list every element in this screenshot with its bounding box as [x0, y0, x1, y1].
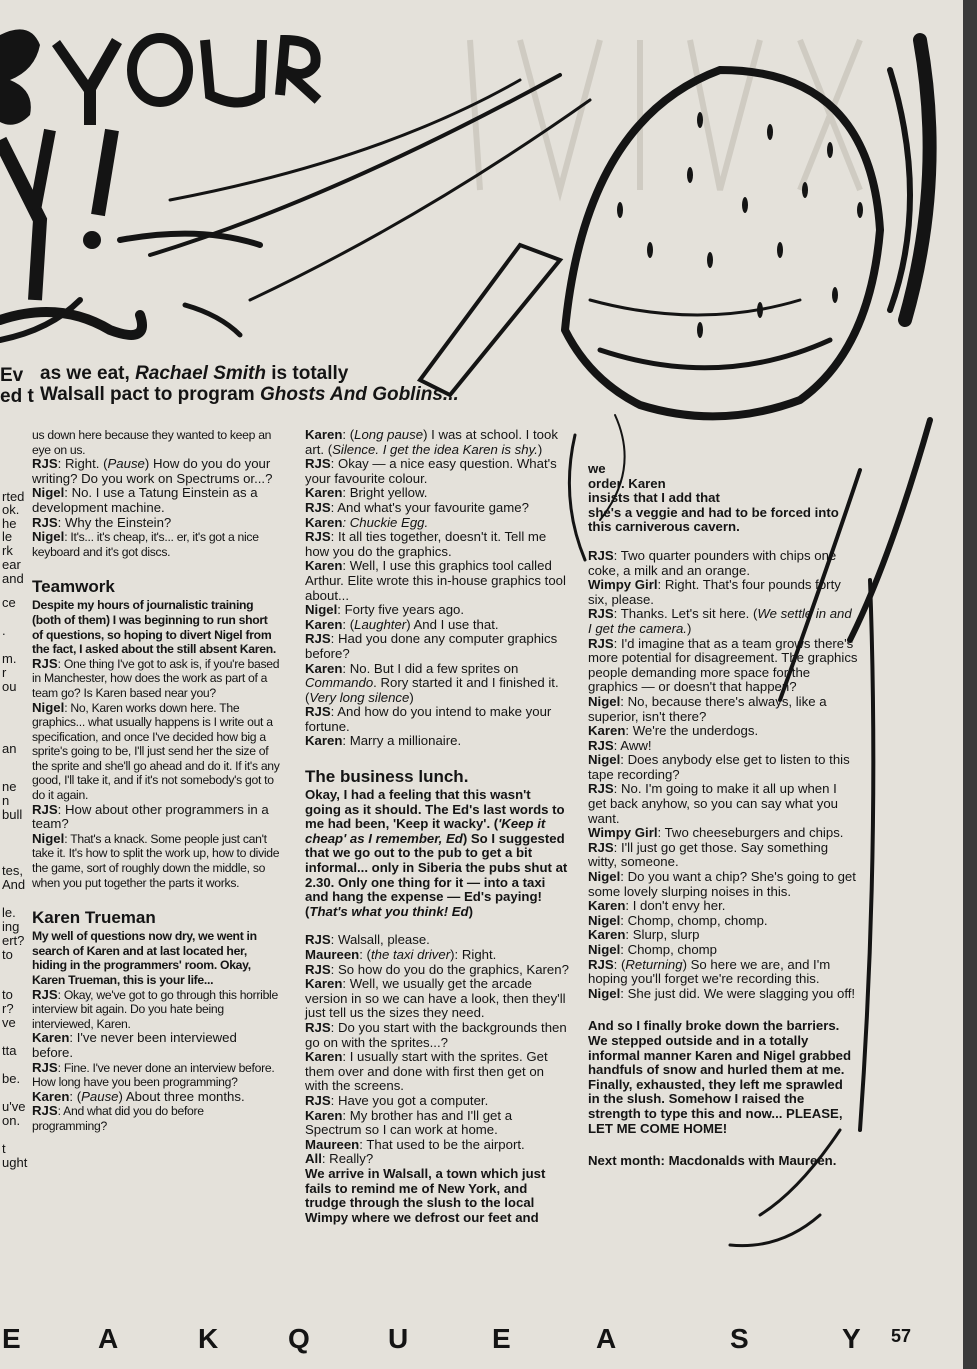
dialogue-line [588, 841, 858, 870]
dialogue-line [588, 739, 858, 754]
edge-fragment: ught [2, 1156, 28, 1170]
dialogue-line [305, 1138, 570, 1153]
dialogue-line [588, 695, 858, 724]
narration-line: we [588, 461, 606, 476]
dialogue-text: ) I was at school. I took art. ( [305, 427, 558, 457]
speaker-name: RJS [588, 839, 614, 855]
page-number: 57 [890, 1326, 911, 1346]
edge-fragment: rk [2, 544, 13, 558]
dialogue-text: : I'll just go get those. Say something witty, someone. [588, 839, 829, 870]
sesame-seeds [617, 112, 863, 338]
speaker-name: Nigel [588, 942, 621, 957]
narration: Despite my hours of journalistic training (both of them) I was beginning to run short of questions, so hoping to divert Nigel from the fact, I asked about the still absent Karen. [32, 598, 276, 657]
edge-fragment: r [2, 666, 7, 680]
edge-fragment: to [2, 988, 13, 1002]
dialogue-line [305, 705, 570, 734]
dialogue-text: ) [686, 620, 692, 636]
dialogue-text: : And what did you do before programming? [32, 1104, 204, 1133]
narration-line: she's a veggie and had to be forced into this carniverous cavern. [588, 504, 839, 535]
speaker-name: Nigel [305, 602, 338, 618]
edge-fragment: tes, [2, 864, 23, 878]
speaker-name: Nigel [588, 752, 621, 768]
dialogue-line [588, 637, 858, 695]
dialogue-text: : I usually start with the sprites. Get them over and done with first then get on with the screens. [305, 1049, 548, 1094]
dialogue-line [305, 559, 570, 603]
speaker-name: Karen [32, 1088, 70, 1104]
dialogue-line [588, 782, 858, 826]
dialogue-line [305, 1152, 570, 1167]
dialogue-text: : How about other programmers in a team? [32, 801, 269, 832]
italic-aside: Silence. I get the idea Karen is shy. [332, 441, 538, 457]
dialogue-text: : That used to be the airport. [359, 1136, 525, 1152]
column-3 [588, 462, 858, 1169]
dialogue-line [305, 603, 570, 618]
italic-aside: Long pause [354, 427, 424, 442]
dialogue-line [305, 1094, 570, 1109]
dialogue-text: : Does anybody else get to listen to this tape recording? [588, 752, 850, 782]
dialogue-line [32, 701, 280, 803]
italic-aside: Pause [107, 456, 145, 472]
dialogue-text: Okay, I had a feeling that this wasn't going as it should. The Ed's last words to me had been, 'Keep it wacky'. ( [305, 787, 565, 832]
dialogue-line [305, 457, 570, 486]
dialogue-line [305, 977, 570, 1021]
dialogue-text: : Thanks. Let's sit here. ( [613, 606, 758, 622]
dialogue-line [32, 516, 280, 531]
magazine-spine-edge [963, 0, 977, 1369]
game-title: Ghosts And Goblins... [259, 384, 459, 405]
footer-letter: E [492, 1323, 511, 1354]
dialogue-text: : Slurp, slurp [625, 927, 700, 943]
edge-fragment: u've [2, 1100, 26, 1114]
dialogue-line [305, 632, 570, 661]
edge-fragment: rted [2, 490, 25, 504]
faint-background-lettering [470, 40, 860, 190]
dialogue-line [305, 618, 570, 633]
dialogue-line [305, 486, 570, 501]
speaker-name: RJS [588, 547, 614, 563]
dialogue-line [32, 803, 280, 832]
intro-fragment-2: ed t [0, 386, 34, 407]
dialogue-line [588, 578, 858, 607]
dialogue-text: : ( [342, 427, 355, 442]
edge-fragment: ear [2, 558, 21, 572]
dialogue-text: : I'd imagine that as a team grows there's more potential for disagreement. The graphics people demanding more space for the graphics — or doesn't that happen? [588, 635, 858, 695]
edge-fragment: r? [2, 1002, 14, 1016]
footer-letter: K [198, 1323, 219, 1354]
dialogue-text: : We're the underdogs. [625, 723, 759, 739]
edge-fragment: And [2, 878, 26, 892]
dialogue-text: : Fine. I've never done an interview before. How long have you been programming? [32, 1060, 275, 1090]
speaker-name: Nigel [588, 693, 621, 709]
dialogue-text: : Aww! [613, 737, 652, 753]
subheading-karen-trueman: Karen Trueman [32, 908, 156, 928]
speaker-name: Karen [305, 514, 343, 530]
dialogue-line [588, 826, 858, 841]
dialogue-line [32, 657, 280, 701]
dialogue-line [305, 734, 570, 749]
dialogue-text: : I don't envy her. [625, 898, 726, 914]
dialogue-line [305, 933, 570, 948]
edge-fragment: ert? [2, 934, 25, 948]
speaker-name: Karen [305, 1107, 343, 1123]
dialogue-text: : No. I'm going to make it all up when I get back anyhow, so you can say what you want. [588, 781, 838, 826]
dialogue-text: ) [537, 441, 543, 457]
intro-line-2: Walsall pact to program Ghosts And Goblins... [40, 384, 459, 405]
dialogue-line [305, 501, 570, 516]
dialogue-text: : Why the Einstein? [57, 514, 172, 530]
dialogue-text: : That's a knack. Some people just can't take it. It's how to split the work up, how to divide the game, sort of roughly down the middle, so when you put together the parts it works. [32, 831, 280, 890]
speaker-name: RJS [588, 635, 614, 651]
speaker-name: Karen [305, 976, 343, 992]
dialogue-line [305, 662, 570, 706]
intro-cut-fragment [0, 365, 38, 407]
speaker-name: Nigel [588, 912, 621, 928]
dialogue-text: : So how do you do the graphics, Karen? [330, 961, 569, 977]
italic-aside: Laughter [354, 616, 407, 632]
edge-fragment: m. [2, 652, 17, 666]
edge-fragment: . [2, 624, 6, 638]
speaker-name: Wimpy Girl [588, 577, 658, 593]
speaker-name: RJS [305, 704, 331, 720]
edge-fragment: t [2, 1142, 6, 1156]
dialogue-text: ) [468, 903, 474, 919]
edge-fragment: he [2, 517, 17, 531]
footer-speakeasy-banner [0, 1323, 880, 1363]
dialogue-line [588, 987, 858, 1002]
intro-line-1: as we eat, Rachael Smith is totally [40, 363, 349, 384]
speaker-name: RJS [305, 1019, 331, 1035]
speaker-name: Karen [305, 427, 343, 442]
edge-fragment: and [2, 572, 24, 586]
subheading-teamwork: Teamwork [32, 577, 115, 597]
headline-brush-letters [0, 29, 318, 300]
dialogue-text: : Right. That's four pounds forty six, please. [588, 577, 841, 607]
dialogue-text: : My brother has and I'll get a Spectrum so I can work at home. [305, 1107, 513, 1138]
edge-fragment: tta [2, 1044, 17, 1058]
speaker-name: All [305, 1151, 322, 1167]
dialogue-line [32, 1090, 280, 1105]
dialogue-line [588, 724, 858, 739]
dialogue-line [305, 1050, 570, 1094]
dialogue-text: . Rory started it and I finished it. ( [305, 675, 559, 705]
dialogue-text: : Bright yellow. [342, 485, 428, 501]
dialogue-text: ) How do you do your writing? Do you work on Spectrums or...? [32, 456, 273, 486]
dialogue-text: : One thing I've got to ask is, if you're based in Manchester, how does the work as part of a team go? Is Karen based near you? [32, 656, 280, 700]
speaker-name: RJS [32, 1103, 58, 1119]
speaker-name: RJS [588, 737, 614, 753]
dialogue-line [305, 530, 570, 559]
dialogue-text: : Well, I use this graphics tool called Arthur. Elite wrote this in-house graphics tool about... [305, 558, 566, 603]
paragraph: us down here because they wanted to keep an eye on us. [32, 428, 272, 457]
speaker-name: Karen [305, 616, 343, 632]
dialogue-text: : Do you want a chip? She's going to get some lovely slurping noises in this. [588, 869, 856, 899]
dialogue-text: : Two quarter pounders with chips one coke, a milk and an orange. [588, 547, 837, 578]
italic-aside: Returning [625, 956, 683, 972]
dialogue-text: : And how do you intend to make your fortune. [305, 704, 552, 734]
narration: My well of questions now dry, we went in search of Karen and at last located her, hiding in the programmers' room. Okay, Karen Trueman, this is your life... [32, 929, 257, 987]
dialogue-line [588, 607, 858, 636]
dialogue-text: : Okay, we've got to go through this horrible interview bit again. Do you hate being interviewed, Karen. [32, 987, 278, 1031]
italic-aside: Pause [81, 1088, 119, 1104]
speaker-name: Karen [588, 927, 626, 943]
dialogue-text: : Had you done any computer graphics before? [305, 631, 558, 661]
dialogue-line [588, 928, 858, 943]
speaker-name: Nigel [32, 529, 65, 545]
speaker-name: Nigel [32, 699, 65, 715]
dialogue-text: : No, because there's always, like a superior, isn't there? [588, 693, 827, 724]
footer-letter: Y [842, 1323, 861, 1354]
speaker-name: Karen [305, 485, 343, 501]
italic-aside: the taxi driver [370, 947, 451, 962]
speaker-name: RJS [305, 1092, 331, 1108]
dialogue-line [588, 870, 858, 899]
italic-aside: : Chuckie Egg. [342, 514, 429, 530]
speaker-name: RJS [305, 456, 331, 472]
dialogue-text: : Do you start with the backgrounds then go on with the sprites...? [305, 1019, 567, 1050]
dialogue-text: ) So I suggested that we go out to the pub to get a bit informal... only in Siberia the pubs shut at 2.30. Only one thing for it — into a taxi and hang the expense — Ed's paying! ( [305, 830, 568, 919]
dialogue-line [305, 1021, 570, 1050]
narration-line: order. Karen [588, 475, 666, 491]
dialogue-line [588, 549, 858, 578]
dialogue-text: : Well, we usually get the arcade version in so we can have a look, then they'll just tell us the sizes they need. [305, 976, 566, 1021]
speaker-name: RJS [305, 499, 331, 515]
dialogue-text: : ( [342, 616, 355, 632]
dialogue-line [32, 1031, 280, 1060]
narration-line: insists that I add that [588, 490, 720, 506]
edge-fragment: ou [2, 680, 17, 694]
dialogue-line [32, 486, 280, 515]
speaker-name: Wimpy Girl [588, 825, 658, 841]
footer-letter: A [596, 1323, 617, 1354]
speaker-name: RJS [588, 781, 614, 797]
dialogue-line [305, 948, 570, 963]
edge-fragment: ok. [2, 503, 20, 517]
narration: We arrive in Walsall, a town which just fails to remind me of New York, and trudge through the slush to the local Wimpy where we defrost our feet and [305, 1165, 546, 1225]
closing-narration: And so I finally broke down the barriers. We stepped outside and in a totally informal manner Karen and Nigel grabbed handfuls of snow and hurled them at me. Finally, exhausted, they left me sprawled in the slush. Somehow I raised the strength to type this and now... PLEASE, LET ME COME HOME! [588, 1018, 852, 1136]
italic-aside: We settle in and I get the camera. [588, 606, 852, 636]
dialogue-text: : I've never been interviewed before. [32, 1030, 237, 1060]
dialogue-text: : Really? [321, 1151, 374, 1167]
dialogue-text: : And what's your favourite game? [330, 499, 529, 515]
dialogue-text: ) About three months. [118, 1088, 245, 1104]
dialogue-text: : Have you got a computer. [330, 1092, 489, 1108]
dialogue-line [588, 958, 858, 987]
column-1 [32, 428, 280, 1134]
dialogue-text: : Chomp, chomp [620, 942, 717, 957]
dialogue-line [305, 963, 570, 978]
italic-aside: 'Keep it cheap' as I remember, Ed [305, 816, 546, 846]
dialogue-line [588, 914, 858, 929]
speaker-name: RJS [32, 1059, 58, 1075]
dialogue-text: : Chomp, chomp, chomp. [620, 912, 768, 928]
author-name: Rachael Smith [135, 363, 266, 384]
italic-aside: Very long silence [309, 689, 410, 705]
dialogue-line [588, 943, 858, 958]
speaker-name: RJS [32, 514, 58, 530]
dialogue-text: ) So here we are, and I'm hoping you'll forget we're recording this. [588, 956, 831, 987]
speaker-name: Karen [588, 723, 626, 739]
speaker-name: RJS [588, 606, 614, 622]
footer-letter: E [2, 1323, 21, 1354]
speaker-name: RJS [305, 932, 331, 948]
dialogue-text: : No. But I did a few sprites on [342, 660, 519, 676]
next-month-note: Next month: Macdonalds with Maureen. [588, 1153, 837, 1169]
edge-fragment: an [2, 742, 17, 756]
dialogue-text: : It's... it's cheap, it's... er, it's got a nice keyboard and it's got discs. [32, 530, 259, 559]
edge-fragment: ve [2, 1016, 16, 1030]
speaker-name: RJS [305, 631, 331, 647]
edge-fragment: to [2, 948, 13, 962]
speaker-name: Maureen [305, 1136, 360, 1152]
dialogue-text: ): Right. [450, 947, 497, 962]
edge-fragment: ne [2, 780, 17, 794]
dialogue-line [32, 988, 280, 1032]
dialogue-text: : Walsall, please. [330, 932, 430, 948]
edge-fragment: n [2, 794, 10, 808]
dialogue-text: : Right. ( [57, 456, 108, 472]
dialogue-line [305, 1109, 570, 1138]
subheading-business-lunch: The business lunch. [305, 767, 469, 787]
dialogue-text: ) [409, 689, 414, 705]
speaker-name: RJS [32, 801, 58, 817]
edge-fragment: ce [2, 596, 16, 610]
dialogue-text: : ( [613, 956, 626, 972]
dialogue-line [32, 457, 280, 486]
dialogue-text: : No, Karen works down here. The graphics... what usually happens is I write out a specification, and once I've decided how big a sprite's going to be, I'll just send her the size of the sprite and she'll go ahead and do it. If it's any good, I'll take it, and if it's not somebody's got to do it again. [32, 700, 280, 803]
speaker-name: RJS [305, 961, 331, 977]
dialogue-text: : ( [69, 1088, 82, 1104]
speaker-name: Karen [305, 558, 343, 574]
speaker-name: Karen [32, 1030, 70, 1046]
speaker-name: Karen [305, 660, 343, 676]
dialogue-text: : It all ties together, doesn't it. Tell me how you do the graphics. [305, 529, 547, 559]
dialogue-line [588, 753, 858, 782]
column-2 [305, 428, 570, 1225]
edge-fragment: bull [2, 808, 23, 822]
intro-fragment-1: Ev [0, 365, 24, 386]
footer-letter: Q [288, 1323, 310, 1354]
narration [305, 788, 570, 919]
footer-letter: A [98, 1323, 119, 1354]
speaker-name: Maureen [305, 947, 360, 962]
dialogue-line [305, 428, 570, 457]
dialogue-line [588, 899, 858, 914]
italic-aside: Commando [305, 675, 374, 691]
dialogue-text: : Marry a millionaire. [342, 733, 462, 749]
dialogue-text: : No. I use a Tatung Einstein as a development machine. [32, 485, 258, 515]
speaker-name: Nigel [32, 830, 65, 846]
speaker-name: RJS [32, 456, 58, 472]
speaker-name: Karen [588, 898, 626, 914]
edge-fragment: on. [2, 1114, 21, 1128]
edge-fragment: ing [2, 920, 20, 934]
dialogue-line [305, 516, 570, 531]
speaker-name: Karen [305, 733, 343, 749]
dialogue-line [32, 832, 280, 890]
speaker-name: RJS [32, 655, 58, 671]
footer-letter: U [388, 1323, 409, 1354]
dialogue-line [32, 530, 280, 559]
edge-fragment: be. [2, 1072, 21, 1086]
dialogue-text: : She just did. We were slagging you off! [620, 985, 856, 1001]
edge-fragment: le. [2, 906, 16, 920]
dialogue-line [32, 1104, 280, 1133]
speaker-name: RJS [32, 986, 58, 1002]
dialogue-text: : Two cheeseburgers and chips. [657, 825, 844, 841]
dialogue-text: : Forty five years ago. [337, 602, 465, 618]
speaker-name: Nigel [588, 985, 621, 1001]
speaker-name: Nigel [32, 485, 65, 501]
speaker-name: Karen [305, 1049, 343, 1065]
footer-letter: S [730, 1323, 749, 1354]
speaker-name: RJS [588, 956, 614, 972]
intro-standfirst [40, 363, 560, 405]
speaker-name: Nigel [588, 869, 621, 885]
dialogue-text: : Okay — a nice easy question. What's your favourite colour. [305, 456, 557, 486]
edge-fragment: le [2, 530, 13, 544]
dialogue-text: ) And I use that. [406, 616, 499, 632]
dialogue-line [32, 1061, 280, 1090]
dialogue-text: : ( [359, 947, 371, 962]
speaker-name: RJS [305, 529, 331, 545]
italic-aside: That's what you think! Ed [309, 903, 469, 919]
